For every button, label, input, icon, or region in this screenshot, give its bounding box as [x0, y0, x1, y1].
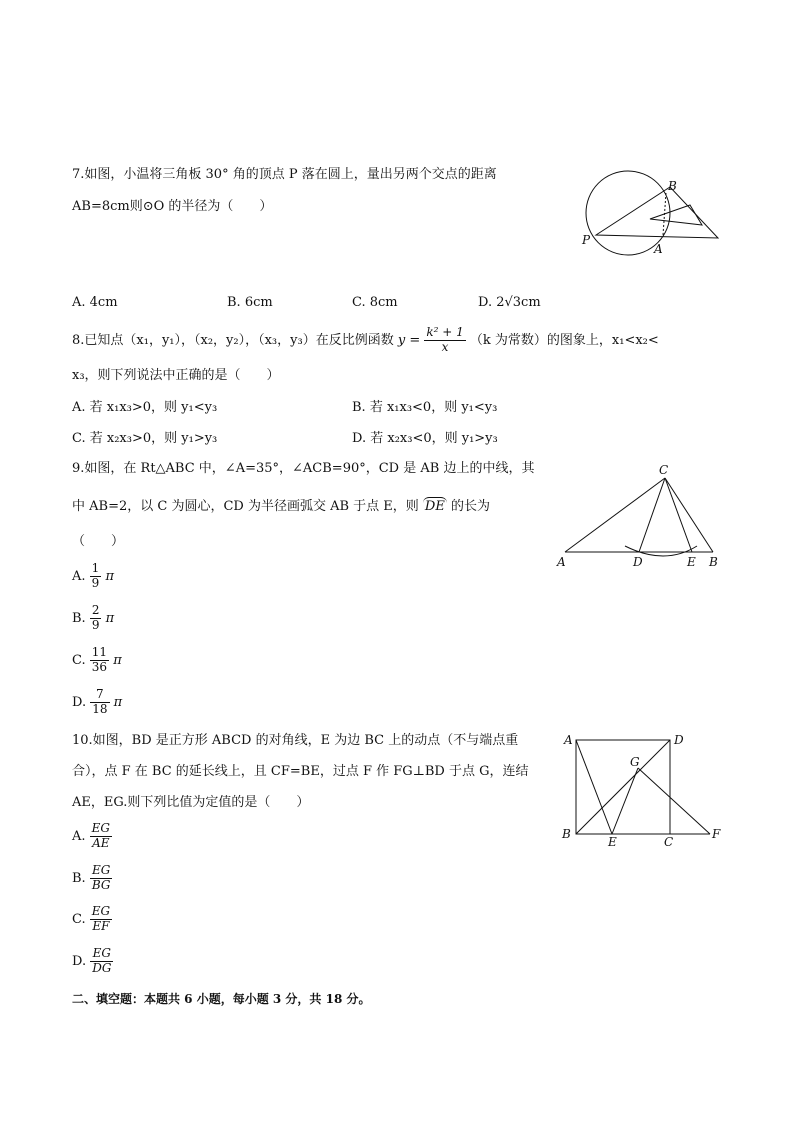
q10-option-b-letter: B.	[72, 870, 86, 886]
q10-option-c	[72, 905, 112, 934]
q9-figure	[555, 462, 725, 572]
q9-option-c-letter: C.	[72, 652, 86, 668]
q10-option-c-num: EG	[91, 904, 111, 918]
label-a: A	[654, 242, 663, 256]
label-d: D	[674, 733, 684, 747]
side-cb	[665, 478, 713, 552]
set-square-inner	[650, 205, 702, 225]
segment-eg	[612, 768, 638, 834]
q10-option-a-num: EG	[91, 821, 111, 835]
segment-ce	[665, 478, 692, 552]
q10-option-a	[72, 822, 112, 851]
q9-option-b-frac	[90, 604, 102, 633]
q8-func-fraction	[424, 326, 465, 355]
q9-option-d-pi: π	[113, 694, 123, 710]
set-square-outer	[596, 187, 718, 238]
q9-option-b-den: 9	[91, 617, 100, 632]
q10-option-b-den: BG	[91, 877, 111, 892]
label-a: A	[564, 733, 573, 747]
q9-option-c	[72, 646, 122, 675]
q9-option-b-pi: π	[105, 610, 115, 626]
q9-option-a-letter: A.	[72, 568, 86, 584]
q10-option-c-frac	[90, 905, 112, 934]
q8-line1-b: （k 为常数）的图象上，x₁<x₂<	[469, 332, 659, 348]
label-g: G	[630, 755, 640, 769]
q7-option-a: A. 4cm	[72, 295, 118, 310]
q8-option-c: C. 若 x₂x₃>0，则 y₁>y₃	[72, 431, 218, 446]
q10-option-b-num: EG	[90, 864, 113, 879]
q7-figure	[578, 165, 728, 260]
label-a: A	[557, 555, 566, 569]
label-c: C	[664, 835, 674, 849]
label-d: D	[633, 555, 643, 569]
q9-arc-label: DE	[424, 499, 445, 514]
segment-ae	[576, 740, 612, 834]
q9-option-b-letter: B.	[72, 610, 86, 626]
q10-option-c-den: EF	[92, 918, 110, 933]
q10-option-d-letter: D.	[72, 953, 87, 969]
q8-line2: x₃，则下列说法中正确的是（ ）	[72, 368, 280, 383]
q10-option-d-den: DG	[92, 960, 112, 975]
q9-option-a-den: 9	[91, 575, 100, 590]
q10-line2: 合），点 F 在 BC 的延长线上，且 CF=BE，过点 F 作 FG⊥BD 于点 G，连结	[72, 764, 529, 779]
label-c: C	[659, 463, 669, 477]
q9-option-d	[72, 688, 122, 717]
q8-option-d: D. 若 x₂x₃<0，则 y₁>y₃	[352, 431, 498, 446]
section-2-heading: 二、填空题：本题共 6 小题，每小题 3 分，共 18 分。	[72, 992, 371, 1006]
label-b: B	[668, 179, 677, 193]
q10-option-d-num: EG	[90, 947, 113, 962]
q8-func-den: x	[441, 339, 449, 354]
q10-option-a-frac	[90, 822, 112, 851]
label-e: E	[608, 835, 617, 849]
q9-option-a-num: 1	[91, 561, 100, 575]
q10-option-a-letter: A.	[72, 828, 86, 844]
q9-line2-a: 中 AB=2，以 C 为圆心，CD 为半径画弧交 AB 于点 E，则	[72, 499, 419, 514]
q10-line1: 10.如图，BD 是正方形 ABCD 的对角线，E 为边 BC 上的动点（不与端点重	[72, 733, 519, 748]
q9-option-b-num: 2	[91, 603, 100, 617]
segment-fg	[638, 768, 710, 834]
q10-option-d	[72, 947, 113, 976]
q8-line1-a: 8.已知点（x₁，y₁），（x₂，y₂），（x₃，y₃）在反比例函数	[72, 332, 394, 348]
segment-cd	[639, 478, 665, 552]
q7-line2: AB=8cm则⊙O 的半径为（ ）	[72, 199, 273, 214]
q7-line1: 7.如图，小温将三角板 30° 角的顶点 P 落在圆上，量出另两个交点的距离	[72, 167, 497, 182]
q7-option-c: C. 8cm	[352, 295, 398, 310]
q10-option-c-letter: C.	[72, 911, 86, 927]
label-p: P	[582, 233, 591, 247]
q10-figure	[560, 730, 730, 850]
q7-option-b: B. 6cm	[227, 295, 273, 310]
q8-option-a: A. 若 x₁x₃>0，则 y₁<y₃	[72, 400, 218, 415]
q9-option-c-pi: π	[113, 652, 122, 668]
label-b: B	[562, 827, 571, 841]
q9-option-d-letter: D.	[72, 694, 87, 710]
q9-option-d-num: 7	[90, 688, 109, 703]
label-e: E	[687, 555, 696, 569]
side-ac	[565, 478, 665, 552]
q9-line2-b: 的长为	[450, 499, 490, 514]
q10-option-a-den: AE	[92, 835, 110, 850]
q9-option-d-frac	[90, 688, 109, 717]
q9-option-a	[72, 562, 114, 591]
q9-option-d-den: 18	[92, 701, 108, 716]
q8-line1	[72, 326, 659, 355]
q10-line3: AE，EG.则下列比值为定值的是（ ）	[72, 795, 310, 810]
q9-option-a-frac	[90, 562, 102, 591]
q9-option-b	[72, 604, 114, 633]
q9-option-c-frac	[90, 646, 109, 675]
q7-option-d: D. 2√3cm	[478, 295, 541, 310]
diagonal-bd	[576, 740, 670, 834]
q9-line1: 9.如图，在 Rt△ABC 中，∠A=35°，∠ACB=90°，CD 是 AB 边上的中线，其	[72, 461, 535, 476]
q8-func-y: y =	[397, 332, 421, 348]
q9-line3: （ ）	[72, 534, 125, 549]
q10-option-d-frac	[90, 947, 113, 976]
q9-option-a-pi: π	[105, 568, 114, 584]
q8-func-num: k² + 1	[426, 325, 464, 339]
label-b: B	[709, 555, 718, 569]
label-f: F	[712, 827, 721, 841]
q8-option-b: B. 若 x₁x₃<0，则 y₁<y₃	[352, 400, 498, 415]
q9-option-c-den: 36	[91, 659, 108, 674]
q9-option-c-num: 11	[91, 645, 108, 659]
q10-option-b	[72, 864, 112, 893]
q10-option-b-frac	[90, 864, 113, 893]
q9-line2	[72, 500, 490, 513]
